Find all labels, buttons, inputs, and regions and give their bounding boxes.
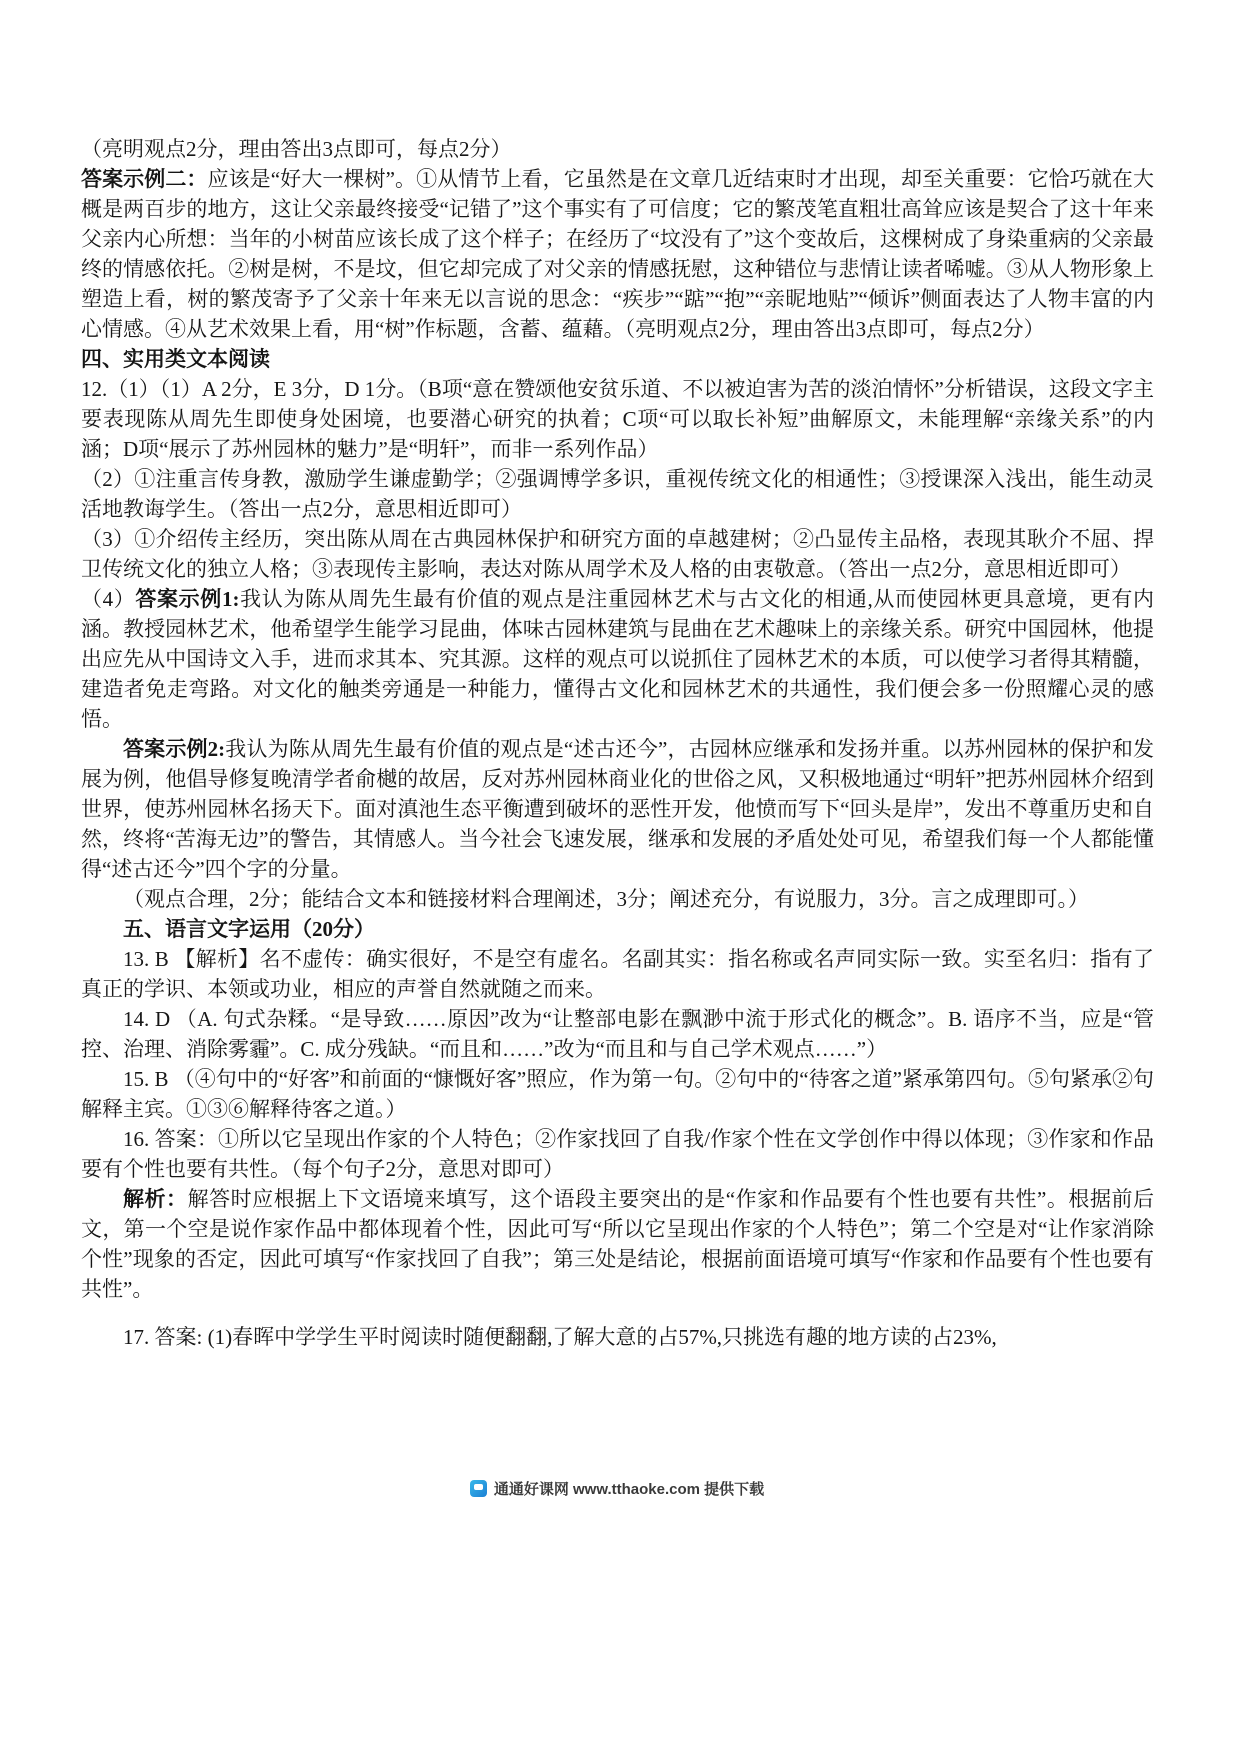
tthaoke-logo-icon <box>470 1480 487 1497</box>
section-heading-5 <box>81 914 1154 944</box>
paragraph-text: 13. B 【解析】名不虚传：确实很好，不是空有虚名。名副其实：指名称或名声同实际一致。实至名归：指有了真正的学识、本领或功业，相应的声誉自然就随之而来。 <box>81 947 1154 1001</box>
paragraph-q12-4-score-note <box>81 884 1154 914</box>
paragraph-q13 <box>81 944 1154 1004</box>
paragraph-q16-analysis <box>81 1184 1154 1304</box>
paragraph-text: 15. B （④句中的“好客”和前面的“慷慨好客”照应，作为第一句。②句中的“待客之道”紧承第四句。⑤句紧承②句解释主宾。①③⑥解释待客之道。） <box>81 1067 1154 1121</box>
section-heading-4 <box>81 344 1154 374</box>
paragraph-q17-answer <box>81 1322 1154 1352</box>
section-heading-text: 四、实用类文本阅读 <box>81 347 270 371</box>
paragraph-answer-example-2-tree <box>81 164 1154 344</box>
paragraph-q12-3 <box>81 524 1154 584</box>
paragraph-text: （2）①注重言传身教，激励学生谦虚勤学；②强调博学多识，重视传统文化的相通性；③授课深入浅出，能生动灵活地教诲学生。（答出一点2分，意思相近即可） <box>81 467 1154 521</box>
section-heading-text: 五、语言文字运用（20分） <box>123 917 375 941</box>
paragraph-text: 我认为陈从周先生最有价值的观点是注重园林艺术与古文化的相通,从而使园林更具意境，更有内涵。教授园林艺术，他希望学生能学习昆曲，体味古园林建筑与昆曲在艺术趣味上的亲缘关系。研究中国园林，他提出应先从中国诗文入手，进而求其本、究其源。这样的观点可以说抓住了园林艺术的本质，可以使学习者得其精髓，建造者免走弯路。对文化的触类旁通是一种能力，懂得古文化和园林艺术的共通性，我们便会多一份照耀心灵的感悟。 <box>81 587 1155 731</box>
paragraph-text: 我认为陈从周先生最有价值的观点是“述古还今”，古园林应继承和发扬并重。以苏州园林的保护和发展为例，他倡导修复晚清学者俞樾的故居，反对苏州园林商业化的世俗之风，又积极地通过“明轩”把苏州园林介绍到世界，使苏州园林名扬天下。面对滇池生态平衡遭到破坏的恶性开发，他愤而写下“回头是岸”，发出不尊重历史和自然，终将“苦海无边”的警告，其情感人。当今社会飞速发展，继承和发展的矛盾处处可见，希望我们每一个人都能懂得“述古还今”四个字的分量。 <box>81 737 1154 881</box>
paragraph-text: 17. 答案: (1)春晖中学学生平时阅读时随便翻翻,了解大意的占57%,只挑选有趣的地方读的占23%, <box>123 1325 997 1349</box>
paragraph-text: 12.（1）（1）A 2分，E 3分，D 1分。（B项“意在赞颂他安贫乐道、不以被迫害为苦的淡泊情怀”分析错误，这段文字主要表现陈从周先生即使身处困境，也要潜心研究的执着；C项“可以取长补短”曲解原文，未能理解“亲缘关系”的内涵；D项“展示了苏州园林的魅力”是“明轩”，而非一系列作品） <box>81 377 1154 461</box>
paragraph-lead: 答案示例二： <box>81 167 208 191</box>
paragraph-q12-2 <box>81 464 1154 524</box>
paragraph-q16-answer <box>81 1124 1154 1184</box>
paragraph-text: 解答时应根据上下文语境来填写，这个语段主要突出的是“作家和作品要有个性也要有共性”。根据前后文，第一个空是说作家作品中都体现着个性，因此可写“所以它呈现出作家的个人特色”；第二个空是对“让作家消除个性”现象的否定，因此可填写“作家找回了自我”；第三处是结论，根据前面语境可填写“作家和作品要有个性也要有共性”。 <box>81 1187 1155 1301</box>
paragraph-text: （亮明观点2分，理由答出3点即可，每点2分） <box>81 137 512 161</box>
paragraph-text: 16. 答案：①所以它呈现出作家的个人特色；②作家找回了自我/作家个性在文学创作中得以体现；③作家和作品要有个性也要有共性。（每个句子2分，意思对即可） <box>81 1127 1154 1181</box>
paragraph-score-note <box>81 134 1154 164</box>
paragraph-lead: 解析： <box>123 1187 188 1211</box>
paragraph-lead: 答案示例1: <box>135 587 240 611</box>
document-page <box>81 134 1154 1352</box>
paragraph-text: （观点合理，2分；能结合文本和链接材料合理阐述，3分；阐述充分，有说服力，3分。言之成理即可。） <box>123 887 1089 911</box>
paragraph-text: 应该是“好大一棵树”。①从情节上看，它虽然是在文章几近结束时才出现，却至关重要：它恰巧就在大概是两百步的地方，这让父亲最终接受“记错了”这个事实有了可信度；它的繁茂笔直粗壮高耸应该是契合了这十年来父亲内心所想：当年的小树苗应该长成了这个样子；在经历了“坟没有了”这个变故后，这棵树成了身染重病的父亲最终的情感依托。②树是树，不是坟，但它却完成了对父亲的情感抚慰，这种错位与悲情让读者唏嘘。③从人物形象上塑造上看，树的繁茂寄予了父亲十年来无以言说的思念：“疾步”“踮”“抱”“亲昵地贴”“倾诉”侧面表达了人物丰富的内心情感。④从艺术效果上看，用“树”作标题，含蓄、蕴藉。（亮明观点2分，理由答出3点即可，每点2分） <box>81 167 1154 341</box>
paragraph-q14 <box>81 1004 1154 1064</box>
paragraph-text: 14. D （A. 句式杂糅。“是导致……原因”改为“让整部电影在飘渺中流于形式化的概念”。B. 语序不当，应是“管控、治理、消除雾霾”。C. 成分残缺。“而且和……”改为“而且和与自己学术观点……”） <box>81 1007 1154 1061</box>
paragraph-q12-4-example-2 <box>81 734 1154 884</box>
footer <box>0 1478 1234 1499</box>
footer-text: 通通好课网 www.tthaoke.com 提供下载 <box>493 1481 765 1498</box>
paragraph-q12-4-example-1 <box>81 584 1154 734</box>
paragraph-lead: 答案示例2: <box>123 737 226 761</box>
paragraph-prefix: （4） <box>81 587 136 611</box>
paragraph-text: （3）①介绍传主经历，突出陈从周在古典园林保护和研究方面的卓越建树；②凸显传主品格，表现其耿介不屈、捍卫传统文化的独立人格；③表现传主影响，表达对陈从周学术及人格的由衷敬意。（答出一点2分，意思相近即可） <box>81 527 1154 581</box>
paragraph-q12-1 <box>81 374 1154 464</box>
paragraph-q15 <box>81 1064 1154 1124</box>
